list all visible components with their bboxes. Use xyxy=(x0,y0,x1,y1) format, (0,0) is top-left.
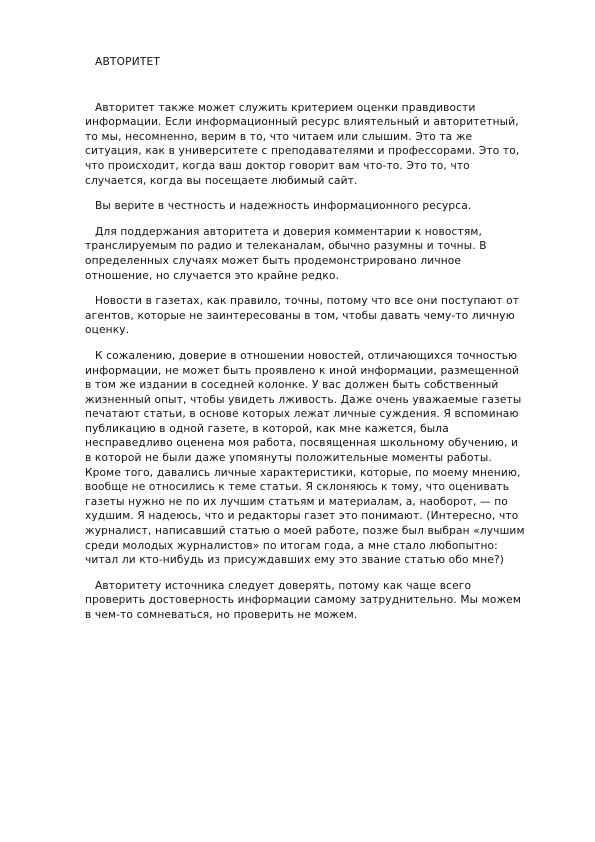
paragraph-5: К сожалению, доверие в отношении новостей, отличающихся точностью информации, не может быть проявлено к иной информации, размещенной в том же издании в соседней колонке. У вас должен быть собственный жизненный опыт, чтобы увидеть лживость. Даже очень уважаемые газеты печатают статьи, в основе которых лежат личные суждения. Я вспоминаю публикацию в одной газете, в которой, как мне кажется, была несправедливо оценена моя работа, посвященная школьному обучению, и в которой не были даже упомянуты положительные моменты работы. Кроме того, давались личные характеристики, которые, по моему мнению, вообще не относились к теме статьи. Я склоняюсь к тому, что оценивать газеты нужно не по их лучшим статьям и материалам, а, наоборот, — по худшим. Я надеюсь, что и редакторы газет это понимают. (Интересно, что журналист, написавший статью о моей работе, позже был выбран «лучшим среди молодых журналистов» по итогам года, а мне стало любопытно: читал ли кто-нибудь из присуждавших ему это звание статью обо мне?) xyxy=(85,349,525,567)
document-title: АВТОРИТЕТ xyxy=(95,56,161,68)
paragraph-4: Новости в газетах, как правило, точны, потому что все они поступают от агентов, которые не заинтересованы в том, чтобы давать чему-то личную оценку. xyxy=(85,295,520,337)
paragraph-3: Для поддержания авторитета и доверия комментарии к новостям, транслируемым по радио и телеканалам, обычно разумны и точны. В определенных случаях может быть продемонстрировано личное отношение, но случается это крайне редко. xyxy=(85,225,487,282)
paragraph-2: Вы верите в честность и надежность информационного ресурса. xyxy=(95,200,472,213)
document-body xyxy=(85,55,527,634)
paragraph-1: Авторитет также может служить критерием оценки правдивости информации. Если информационный ресурс влиятельный и авторитетный, то мы, несомненно, верим в то, что читаем или слышим. Это та же ситуация, как в университете с преподавателями и профессорами. Это то, что происходит, когда ваш доктор говорит вам что-то. Это то, что случается, когда вы посещаете любимый сайт. xyxy=(85,101,520,187)
paragraph-6: Авторитету источника следует доверять, потому как чаще всего проверить достоверность информации самому затруднительно. Мы можем в чем-то сомневаться, но проверить не можем. xyxy=(85,579,521,621)
